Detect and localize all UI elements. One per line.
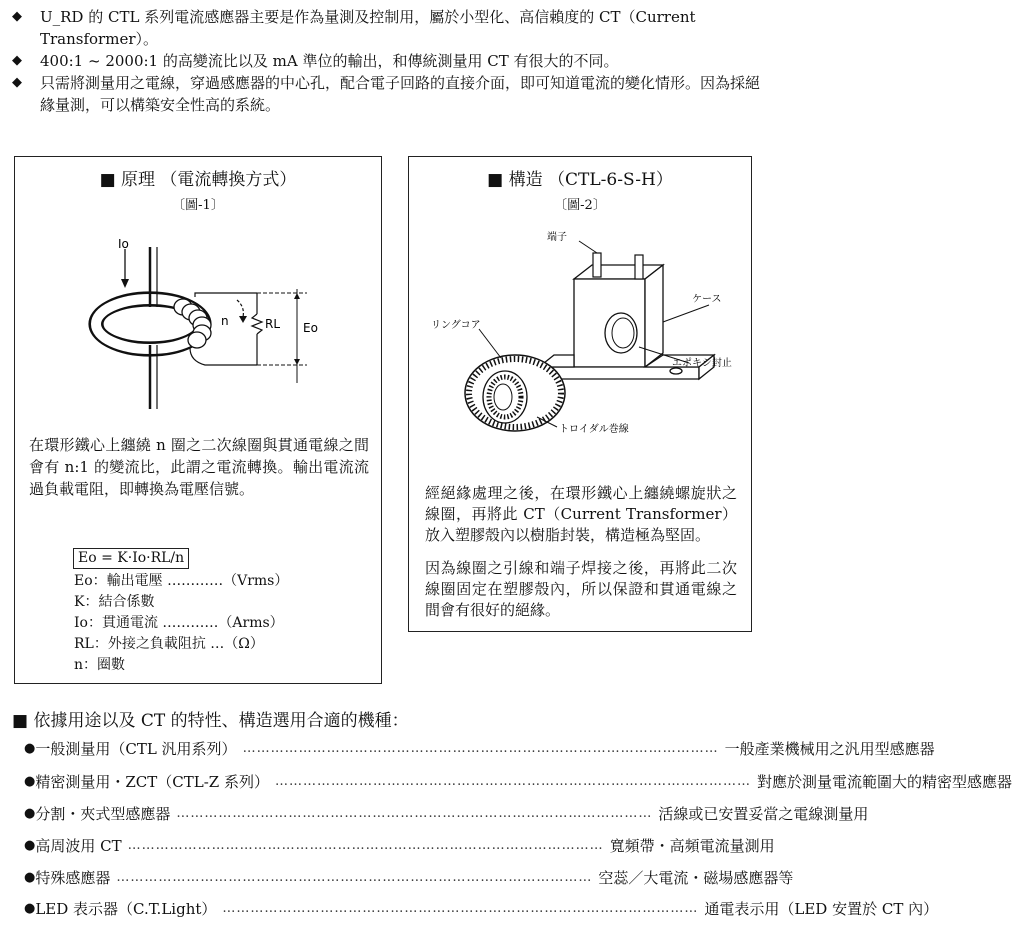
application-description: 一般產業機械用之汎用型感應器 <box>724 740 935 758</box>
dot-leader: ………………………………………………………………………………………… <box>127 838 604 853</box>
figure-2-label: 〔圖-2〕 <box>554 198 606 213</box>
dot-leader: ………………………………………………………………………………………… <box>176 806 653 821</box>
diamond-bullet-icon: ◆ <box>12 75 22 90</box>
list-item <box>24 738 935 760</box>
intro-text: 400:1 ~ 2000:1 的高變流比以及 mA 準位的輸出，和傳統測量用 CT 有很大的不同。 <box>40 52 619 70</box>
current-transformer-diagram <box>15 157 381 427</box>
application-description: 寬頻帶・高頻電流量測用 <box>609 837 775 855</box>
toroidal-label: トロイダル巻線 <box>559 424 629 435</box>
application-description: 活線或已安置妥當之電線測量用 <box>658 805 869 823</box>
list-item <box>24 771 1012 793</box>
bullet-icon: ● <box>24 901 36 916</box>
legend-item: Io：貫通電流 …………（Arms） <box>74 615 284 631</box>
principle-title: ■ 原理 （電流轉換方式） <box>99 170 297 190</box>
epoxy-label: エポキシ封止 <box>672 358 732 369</box>
bullet-icon: ● <box>24 774 36 789</box>
bullet-icon: ● <box>24 838 36 853</box>
legend-item: RL：外接之負載阻抗 …（Ω） <box>74 636 264 652</box>
ct-structure-diagram <box>409 157 751 457</box>
application-label: LED 表示器（C.T.Light） <box>35 900 217 918</box>
application-label: 精密測量用・ZCT（CTL-Z 系列） <box>35 773 269 791</box>
dot-leader: ………………………………………………………………………………………… <box>116 870 593 885</box>
ring-core-label: リングコア <box>431 320 481 331</box>
legend-item: n：圈數 <box>74 657 126 673</box>
diamond-bullet-icon: ◆ <box>12 53 22 68</box>
n-label: n <box>221 314 229 328</box>
application-label: 分割・夾式型感應器 <box>35 805 171 823</box>
legend-item: Eo：輸出電壓 …………（Vrms） <box>74 573 289 589</box>
bullet-icon: ● <box>24 741 36 756</box>
rl-label: RL <box>265 317 281 331</box>
arrow-down-icon <box>121 279 129 288</box>
list-item <box>24 835 775 857</box>
intro-item <box>12 6 760 50</box>
intro-list <box>12 6 760 116</box>
figure-1-label: 〔圖-1〕 <box>172 198 224 213</box>
bullet-icon: ● <box>24 806 36 821</box>
application-label: 一般測量用（CTL 汎用系列） <box>35 740 237 758</box>
legend-item: K：結合係數 <box>74 594 155 610</box>
principle-box <box>14 156 382 684</box>
intro-text: 只需將測量用之電線，穿過感應器的中心孔，配合電子回路的直接介面，即可知道電流的變化情形。因為採絕緣量測，可以構築安全性高的系統。 <box>40 74 761 114</box>
eo-label: Eo <box>303 321 318 335</box>
case-label: ケース <box>692 294 722 305</box>
intro-item <box>12 72 760 116</box>
resistor-icon <box>252 314 262 334</box>
application-description: 通電表示用（LED 安置於 CT 內） <box>704 900 939 918</box>
ring-core-icon <box>465 355 565 431</box>
applications-title: ■ 依據用途以及 CT 的特性、構造選用合適的機種： <box>12 711 409 731</box>
application-label: 高周波用 CT <box>35 837 122 855</box>
intro-item <box>12 50 760 72</box>
dot-leader: ………………………………………………………………………………………… <box>274 774 751 789</box>
list-item <box>24 867 794 889</box>
formula: Eo = K·Io·RL/n <box>73 548 189 569</box>
io-label: Io <box>118 237 129 251</box>
list-item <box>24 803 869 825</box>
principle-description: 在環形鐵心上纏繞 n 圈之二次線圈與貫通電線之間會有 n:1 的變流比，此謂之電流轉換。輸出電流流過負載電阻，即轉換為電壓信號。 <box>29 436 369 498</box>
bullet-icon: ● <box>24 870 36 885</box>
structure-box <box>408 156 752 632</box>
dot-leader: ………………………………………………………………………………………… <box>242 741 719 756</box>
application-description: 對應於測量電流範圍大的精密型感應器 <box>756 773 1012 791</box>
application-label: 特殊感應器 <box>35 869 111 887</box>
terminal-label: 端子 <box>547 232 567 243</box>
structure-paragraph-2: 因為線圈之引線和端子焊接之後，再將此二次線圈固定在塑膠殼內，所以保證和貫通電線之間會有很好的絕緣。 <box>425 559 737 619</box>
structure-title: ■ 構造 （CTL-6-S-H） <box>487 170 673 190</box>
list-item <box>24 898 939 920</box>
structure-paragraph-1: 經絕緣處理之後，在環形鐵心上纏繞螺旋狀之線圈，再將此 CT（Current Transformer）放入塑膠殼內以樹脂封裝，構造極為堅固。 <box>425 484 737 544</box>
application-description: 空蕊／大電流・磁場感應器等 <box>598 869 794 887</box>
dot-leader: ………………………………………………………………………………………… <box>222 901 699 916</box>
intro-text: U_RD 的 CTL 系列電流感應器主要是作為量測及控制用，屬於小型化、高信賴度的 CT（Current Transformer）。 <box>40 8 696 48</box>
diamond-bullet-icon: ◆ <box>12 9 22 24</box>
